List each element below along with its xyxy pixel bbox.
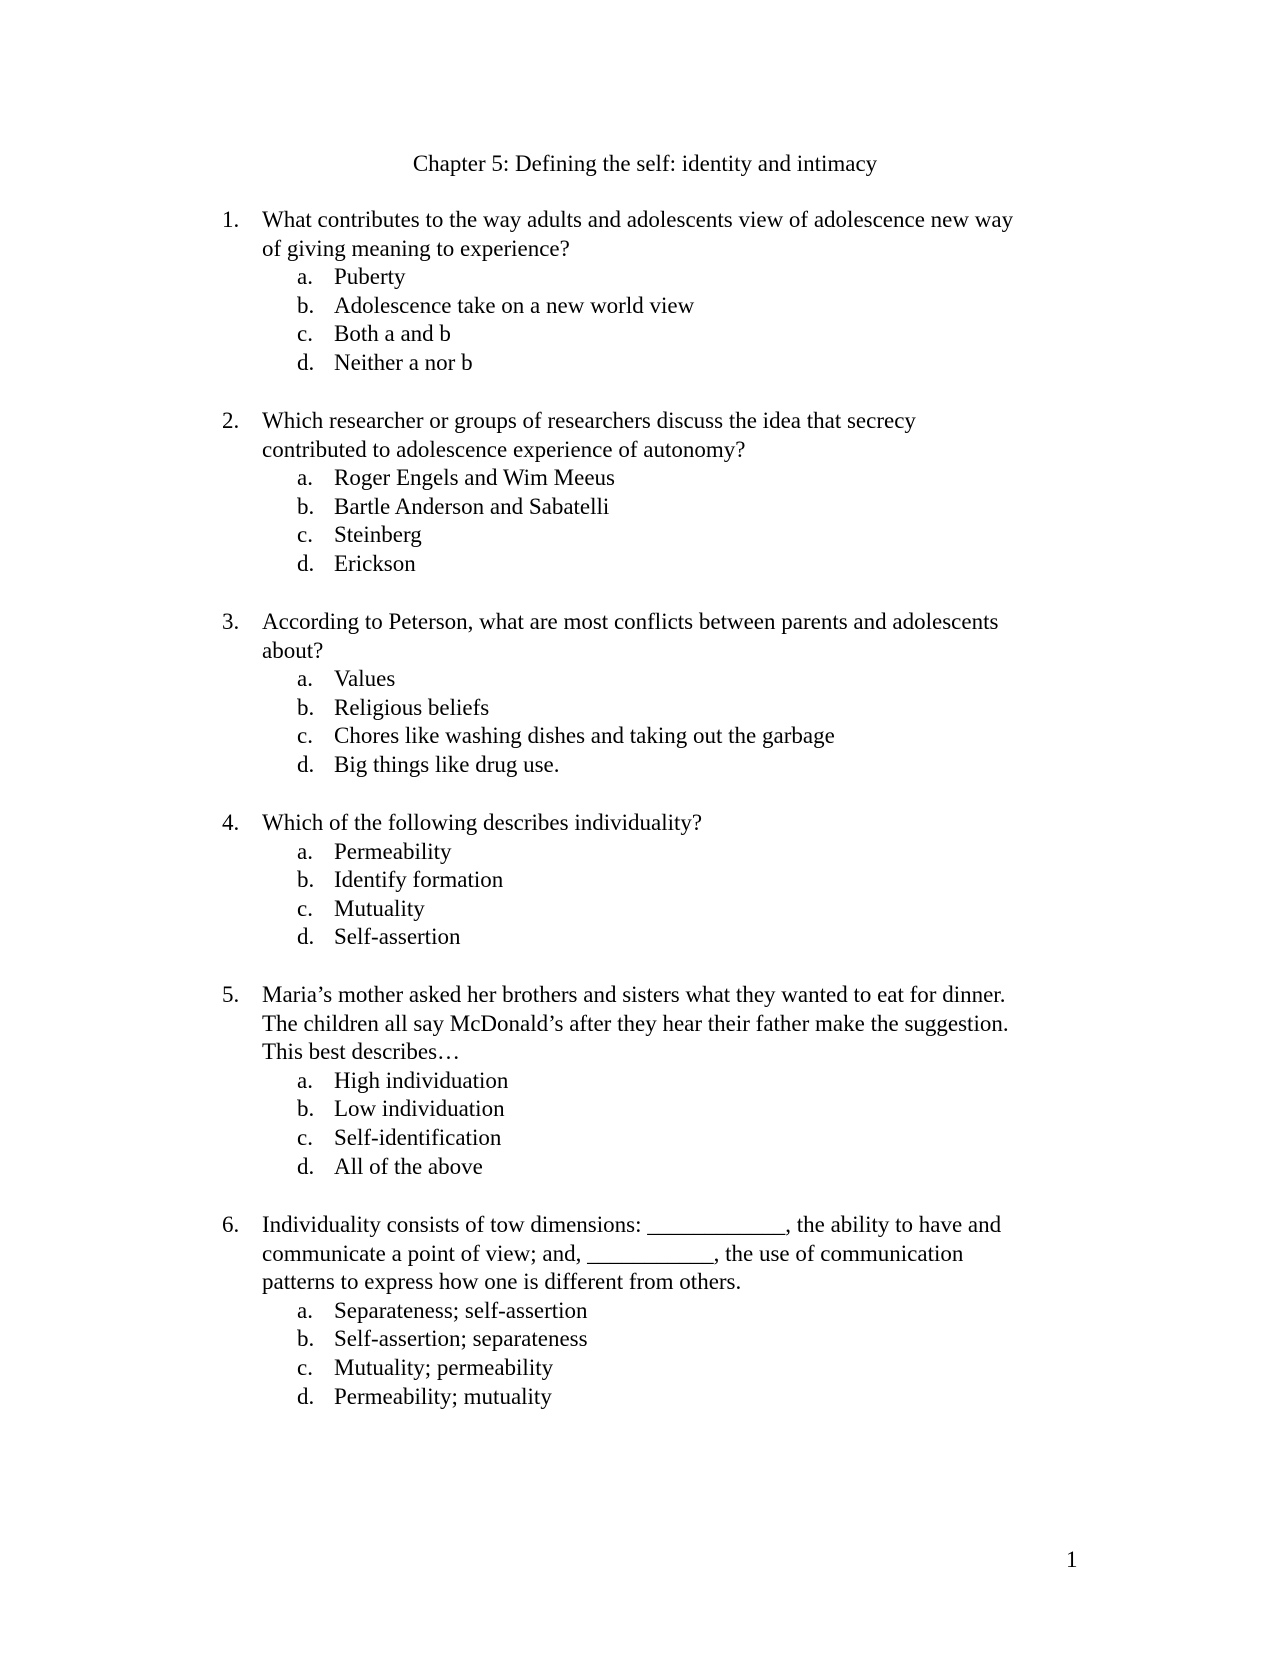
question-number: 6. xyxy=(222,1212,240,1237)
option-text: Self-assertion xyxy=(334,924,461,950)
question-2 xyxy=(222,407,1082,579)
question-text: According to Peterson, what are most conflicts between parents and adolescents about? xyxy=(262,609,999,663)
answer-option xyxy=(297,1124,1082,1153)
option-letter: b. xyxy=(297,694,315,720)
option-letter: c. xyxy=(297,1354,313,1380)
option-letter: d. xyxy=(297,550,315,576)
answer-option xyxy=(297,751,1082,780)
option-letter: b. xyxy=(297,867,315,893)
answer-option xyxy=(297,694,1082,723)
answer-option xyxy=(297,923,1082,952)
question-3 xyxy=(222,608,1082,780)
answer-option xyxy=(297,838,1082,867)
answer-option xyxy=(297,1067,1082,1096)
option-text: Mutuality; permeability xyxy=(334,1354,554,1380)
answer-option xyxy=(297,320,1082,349)
question-number: 1. xyxy=(222,207,240,232)
option-letter: b. xyxy=(297,493,315,519)
option-letter: d. xyxy=(297,1153,315,1179)
answer-option xyxy=(297,866,1082,895)
question-4 xyxy=(222,809,1082,952)
option-letter: d. xyxy=(297,349,315,375)
answer-option xyxy=(297,349,1082,378)
option-letter: a. xyxy=(297,1297,313,1323)
option-text: Self-identification xyxy=(334,1124,502,1150)
question-number: 4. xyxy=(222,810,240,835)
option-text: Both a and b xyxy=(334,321,451,347)
answer-option xyxy=(297,1153,1082,1182)
question-text: Which of the following describes individuality? xyxy=(262,810,703,835)
question-text: What contributes to the way adults and adolescents view of adolescence new way of giving meaning to experience? xyxy=(262,207,1014,261)
question-stem xyxy=(222,206,1082,263)
option-text: Big things like drug use. xyxy=(334,751,560,777)
option-text: Identify formation xyxy=(334,867,504,893)
option-text: Permeability; mutuality xyxy=(334,1383,552,1409)
option-text: Values xyxy=(334,666,396,692)
answer-option xyxy=(297,895,1082,924)
option-text: High individuation xyxy=(334,1067,509,1093)
option-text: Separateness; self-assertion xyxy=(334,1297,588,1323)
answer-option xyxy=(297,1297,1082,1326)
answer-option xyxy=(297,263,1082,292)
question-number: 3. xyxy=(222,609,240,634)
option-letter: d. xyxy=(297,924,315,950)
question-number: 2. xyxy=(222,408,240,433)
question-number: 5. xyxy=(222,982,240,1007)
question-stem xyxy=(222,1211,1082,1297)
question-text: Which researcher or groups of researchers discuss the idea that secrecy contributed to adolescence experience of autonomy? xyxy=(262,408,916,462)
question-text: Maria’s mother asked her brothers and sisters what they wanted to eat for dinner. The children all say McDonald’s after they hear their father make the suggestion. This best describes… xyxy=(262,982,1009,1065)
answer-option xyxy=(297,521,1082,550)
option-letter: c. xyxy=(297,522,313,548)
option-letter: a. xyxy=(297,465,313,491)
answer-option xyxy=(297,550,1082,579)
answer-option xyxy=(297,1354,1082,1383)
answer-option xyxy=(297,1095,1082,1124)
question-stem xyxy=(222,407,1082,464)
option-letter: c. xyxy=(297,895,313,921)
option-letter: a. xyxy=(297,1067,313,1093)
answer-option xyxy=(297,493,1082,522)
option-text: Religious beliefs xyxy=(334,694,490,720)
option-letter: b. xyxy=(297,1326,315,1352)
option-letter: a. xyxy=(297,264,313,290)
option-letter: a. xyxy=(297,838,313,864)
option-letter: d. xyxy=(297,1383,315,1409)
option-letter: a. xyxy=(297,666,313,692)
option-text: Self-assertion; separateness xyxy=(334,1326,588,1352)
answer-option xyxy=(297,665,1082,694)
option-letter: b. xyxy=(297,292,315,318)
option-text: Puberty xyxy=(334,264,406,290)
option-text: Permeability xyxy=(334,838,452,864)
answer-option xyxy=(297,292,1082,321)
question-5 xyxy=(222,981,1082,1181)
page-number: 1 xyxy=(1066,1547,1078,1572)
question-text: Individuality consists of tow dimensions: ____________, the ability to have and communicate a point of view; and, ___________, the use of communication patterns to express how one is different from others. xyxy=(262,1212,1002,1295)
option-text: Steinberg xyxy=(334,522,422,548)
option-letter: d. xyxy=(297,751,315,777)
option-text: Adolescence take on a new world view xyxy=(334,292,695,318)
option-text: Chores like washing dishes and taking out the garbage xyxy=(334,723,835,749)
question-stem xyxy=(222,981,1082,1067)
option-text: Roger Engels and Wim Meeus xyxy=(334,465,615,491)
option-text: Mutuality xyxy=(334,895,425,921)
option-text: Erickson xyxy=(334,550,416,576)
answer-option xyxy=(297,1325,1082,1354)
question-1 xyxy=(222,206,1082,378)
option-text: All of the above xyxy=(334,1153,483,1179)
answer-option xyxy=(297,464,1082,493)
answer-option xyxy=(297,722,1082,751)
option-letter: c. xyxy=(297,321,313,347)
question-stem xyxy=(222,809,1082,838)
option-text: Neither a nor b xyxy=(334,349,473,375)
option-text: Low individuation xyxy=(334,1096,505,1122)
question-stem xyxy=(222,608,1082,665)
option-letter: b. xyxy=(297,1096,315,1122)
document-title: Chapter 5: Defining the self: identity and intimacy xyxy=(412,151,878,176)
question-6 xyxy=(222,1211,1082,1411)
option-text: Bartle Anderson and Sabatelli xyxy=(334,493,610,519)
answer-option xyxy=(297,1383,1082,1412)
option-letter: c. xyxy=(297,1124,313,1150)
option-letter: c. xyxy=(297,723,313,749)
